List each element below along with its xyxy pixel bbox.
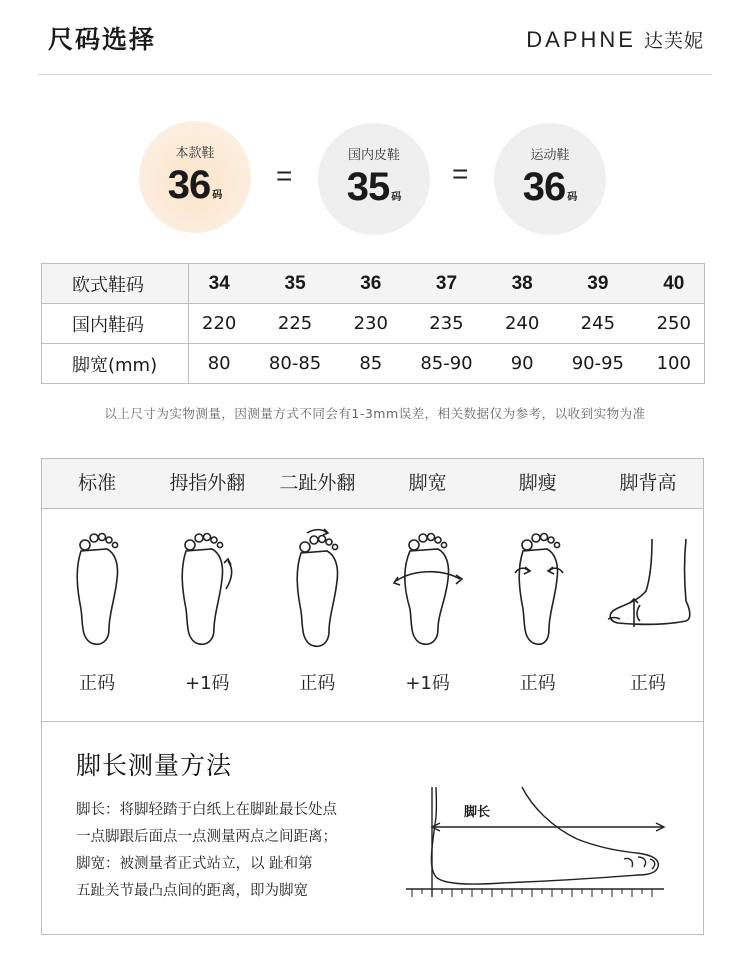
leather-shoe-unit: 码 [391,191,402,203]
advice-second-toe: 正码 [299,673,336,694]
this-shoe-size: 36 [167,162,211,207]
foot-type-second-toe: 二趾外翻 [279,472,356,494]
table-cell: 235 [401,304,492,344]
table-cell: 240 [492,304,552,344]
table-cell: 220 [189,304,250,344]
measure-line: 脚长：将脚轻踏于白纸上在脚趾最长处点 [76,802,337,818]
brand-name-chinese: 达芙妮 [643,30,704,52]
table-cell: 250 [644,304,705,344]
measure-line: 一点脚跟后面点一点测量两点之间距离； [76,829,337,845]
advice-standard: 正码 [79,673,116,694]
sport-shoe-size-circle [494,123,606,235]
table-row [42,304,705,344]
measurement-disclaimer: 以上尺寸为实物测量，因测量方式不同会有1-3mm误差，相关数据仅为参考，以收到实物为准 [104,406,646,421]
foot-type-wide: 脚宽 [408,472,447,494]
size-chart-table [41,263,705,384]
table-cell: 37 [401,264,492,304]
foot-type-narrow: 脚瘦 [518,472,557,494]
table-cell: 245 [552,304,643,344]
bunion-foot-icon [152,509,262,669]
narrow-foot-icon [483,509,593,669]
table-cell: 225 [249,304,340,344]
measure-line: 五趾关节最凸点间的距离，即为脚宽 [76,883,308,899]
second-toe-foot-icon [262,509,372,669]
table-cell: 34 [189,264,250,304]
leather-shoe-size: 35 [346,164,390,209]
leather-shoe-label: 国内皮鞋 [347,147,400,163]
equals-sign: = [452,158,469,189]
table-row [42,344,705,384]
row-header-width: 脚宽(mm) [42,344,189,384]
high-instep-foot-icon [593,509,703,669]
header-divider [38,74,712,75]
foot-type-bunion: 拇指外翻 [169,472,246,494]
table-cell: 39 [552,264,643,304]
sport-shoe-label: 运动鞋 [530,147,570,163]
foot-length-diagram [402,777,682,907]
sport-shoe-size: 36 [522,164,566,209]
this-shoe-unit: 码 [212,189,223,201]
table-cell: 85-90 [401,344,492,384]
table-cell: 36 [341,264,401,304]
row-header-eu: 欧式鞋码 [42,264,189,304]
foot-type-icons [42,509,703,669]
table-cell: 230 [341,304,401,344]
table-cell: 100 [644,344,705,384]
brand-logo [526,26,704,53]
panel-divider [42,721,703,722]
table-cell: 35 [249,264,340,304]
standard-foot-icon [42,509,152,669]
this-shoe-label: 本款鞋 [175,145,215,161]
foot-length-label: 脚长 [464,805,491,820]
table-cell: 40 [644,264,705,304]
sport-shoe-unit: 码 [567,191,578,203]
this-shoe-size-circle [139,121,251,233]
measure-line: 脚宽：被测量者正式站立，以 趾和第 [76,856,313,872]
table-cell: 90-95 [552,344,643,384]
measure-method-text [76,797,376,905]
advice-narrow: 正码 [519,673,556,694]
advice-bunion: +1码 [184,673,230,694]
page-title: 尺码选择 [48,25,157,54]
leather-shoe-size-circle [318,123,430,235]
table-row [42,264,705,304]
foot-type-header [42,459,703,509]
equals-sign: = [276,160,293,191]
table-cell: 38 [492,264,552,304]
row-header-cn: 国内鞋码 [42,304,189,344]
advice-high-instep: 正码 [629,673,666,694]
table-cell: 90 [492,344,552,384]
table-cell: 80-85 [249,344,340,384]
table-cell: 85 [341,344,401,384]
brand-name-latin: DAPHNE [526,27,636,52]
foot-type-panel [41,458,704,935]
measure-method-title: 脚长测量方法 [76,751,233,780]
foot-type-high-instep: 脚背高 [619,472,677,494]
wide-foot-icon [373,509,483,669]
foot-type-advice-row [42,669,703,719]
table-cell: 80 [189,344,250,384]
advice-wide: +1码 [405,673,450,694]
foot-type-standard: 标准 [78,472,117,494]
